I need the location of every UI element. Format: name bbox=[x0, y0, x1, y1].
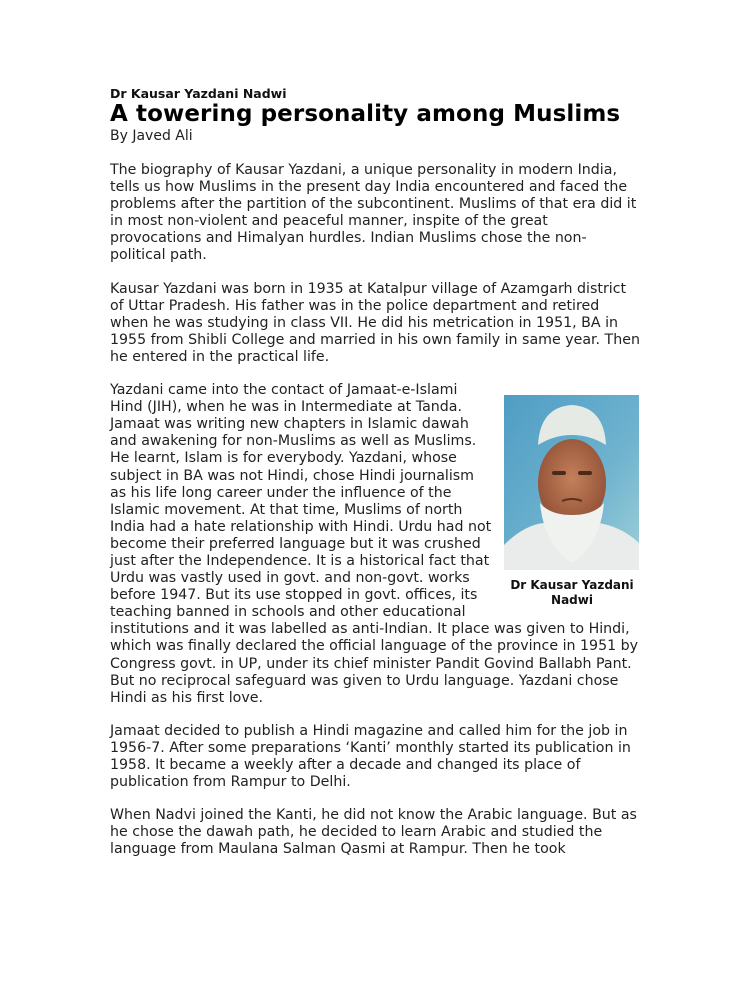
article bbox=[110, 86, 642, 874]
article-kicker: Dr Kausar Yazdani Nadwi bbox=[110, 86, 287, 101]
paragraph-intro: The biography of Kausar Yazdani, a unique personality in modern India, tells us how Muslims in the present day India encountered and faced the problems after the partition of the subcontinent. Muslims of that era did it in most non-violent and peaceful manner, inspite of the great provocations and Himalyan hurdles. Indian Muslims chose the non-political path. bbox=[110, 162, 637, 264]
article-title: A towering personality among Muslims bbox=[110, 101, 621, 127]
portrait-photo bbox=[504, 395, 639, 570]
paragraph-birth: Kausar Yazdani was born in 1935 at Katalpur village of Azamgarh district of Uttar Pradesh. His father was in the police department and retired when he was studying in class VII. He did his metrication in 1951, BA in 1955 from Shibli College and married in his own family in same year. Then he entered in the practical life. bbox=[110, 280, 640, 365]
paragraph-arabic: When Nadvi joined the Kanti, he did not know the Arabic language. But as he chose the dawah path, he decided to learn Arabic and studied the language from Maulana Salman Qasmi at Rampur. Then he took bbox=[110, 807, 637, 858]
article-byline: By Javed Ali bbox=[110, 128, 193, 144]
paragraph-jamaat: Yazdani came into the contact of Jamaat-e-Islami Hind (JIH), when he was in Intermediate at Tanda. Jamaat was writing new chapters in Islamic dawah and awakening for non-Muslims as well as Muslims. He learnt, Islam is for everybody. Yazdani, whose subject in BA was not Hindi, chose Hindi journalism as his life long career under the influence of the Islamic movement. At that time, Muslims of north India had a hate relationship with Hindi. Urdu had not become their preferred language but it was crushed just after the Independence. It is a historical fact that Urdu was vastly used in govt. and non-govt. works before 1947. But its use stopped in govt. offices, its teaching banned in schools and other educational institutions and it was labelled as anti-Indian. It place was given to Hindi, which was finally declared the official language of the province in 1951 by Congress govt. in UP, under its chief minister Pandit Govind Ballabh Pant. But no reciprocal safeguard was given to Urdu language. Yazdani chose Hindi as his first love. bbox=[110, 382, 639, 706]
paragraph-kanti: Jamaat decided to publish a Hindi magazine and called him for the job in 1956-7. After some preparations ‘Kanti’ monthly started its publication in 1958. It became a weekly after a decade and changed its place of publication from Rampur to Delhi. bbox=[110, 722, 631, 791]
portrait-caption: Dr Kausar Yazdani Nadwi bbox=[510, 578, 634, 608]
portrait-figure bbox=[502, 395, 642, 608]
